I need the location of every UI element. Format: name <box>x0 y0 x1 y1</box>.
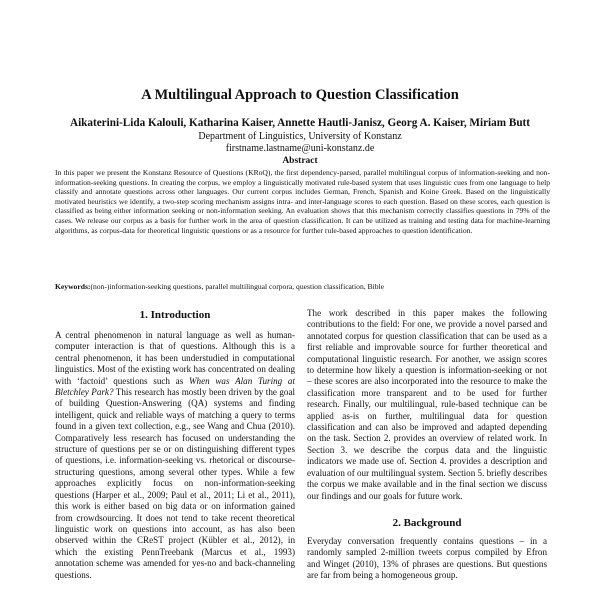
author-list: Aikaterini-Lida Kalouli, Katharina Kaiser, Annette Hautli-Janisz, Georg A. Kaiser, Miriam Butt <box>69 117 531 129</box>
keywords-label: Keywords: <box>55 282 91 291</box>
paper-title: A Multilingual Approach to Question Classification <box>141 87 459 103</box>
right-column <box>307 308 547 582</box>
abstract-heading: Abstract <box>282 156 318 166</box>
introduction-example-question: When was Alan Turing at Bletchley Park? <box>55 375 295 398</box>
left-column <box>55 308 295 581</box>
abstract-body: In this paper we present the Konstanz Resource of Questions (KRoQ), the first dependency-parsed, parallel multilingual corpus of information-seeking and non-information-seeking questions. In creating the corpus, we employ a linguistically motivated rule-based system that uses linguistic cues from one language to help classify and annotate questions across other languages. Our current corpus includes German, French, Spanish and Koine Greek. Based on the linguistically motivated heuristics we identify, a two-step scoring mechanism assigns intra- and inter-language scores to each question. Based on these scores, each question is classified as being either information seeking or non-information seeking. An evaluation shows that this mechanism correctly classifies questions in 79% of the cases. We release our corpus as a basis for further work in the area of question classification. It can be utilized as training and testing data for machine-learning algorithms, as corpus-data for theoretical linguistic questions or as a resource for further rule-based approaches to question identification. <box>55 168 550 235</box>
introduction-text-b: This research has mostly been driven by the goal of building Question-Answering (QA) systems and finding intelligent, quick and reliable ways of matching a query to terms found in a given text collection, e.g., see Wang and Chua (2010). Comparatively less research has focused on understanding the structure of questions per se or on distinguishing different types of questions, i.e. information-seeking vs. rhetorical or discourse-structuring questions, among several other types. While a few approaches explicitly focus on non-information-seeking questions (Harper et al., 2009; Paul et al., 2011; Li et al., 2011), this work is either based on big data or on information gained from crowdsourcing. It does not tend to take recent theoretical linguistic work on questions into account, as has also been observed within the CReST project (Kübler et al., 2012), in which the existing PennTreebank (Marcus et al., 1993) annotation scheme was amended for yes-no and back-channeling questions. <box>55 387 296 580</box>
keywords-line <box>55 282 550 292</box>
contact-email: firstname.lastname@uni-konstanz.de <box>225 143 375 154</box>
background-heading: 2. Background <box>392 516 462 529</box>
contributions-paragraph: The work described in this paper makes the following contributions to the field: For one, we provide a novel parsed and annotated corpus for question classification that can be used as a first reliable and improvable source for further theoretical and computational linguistic research. For another, we assign scores to determine how likely a question is information-seeking or not – these scores are also incorporated into the resource to make the classification more transparent and to be used for further research. Finally, our multilingual, rule-based technique can be applied as-is on further, multilingual data for question classification and can also be improved and adapted depending on the task. Section 2. provides an overview of related work. In Section 3. we describe the corpus data and the linguistic indicators we made use of. Section 4. provides a description and evaluation of our multilingual system. Section 5. briefly describes the corpus we make available and in the final section we discuss our findings and our goals for future work. <box>307 308 547 501</box>
keywords-text: (non-)information-seeking questions, parallel multilingual corpora, question classification, Bible <box>90 282 384 291</box>
affiliation: Department of Linguistics, University of Konstanz <box>198 131 402 142</box>
background-paragraph: Everyday conversation frequently contains questions – in a randomly sampled 2-million tweets corpus compiled by Efron and Winget (2010), 13% of phrases are questions. But questions are far from being a homogeneous group. <box>307 535 547 581</box>
introduction-paragraph <box>55 330 295 581</box>
introduction-text-a: A central phenomenon in natural language as well as human-computer interaction is that of questions. Although this is a central phenomenon, it has been understudied in computational linguistics. Most of the existing work has concentrated on dealing with ‘factoid’ questions such as <box>55 330 295 386</box>
introduction-heading: 1. Introduction <box>139 309 211 321</box>
